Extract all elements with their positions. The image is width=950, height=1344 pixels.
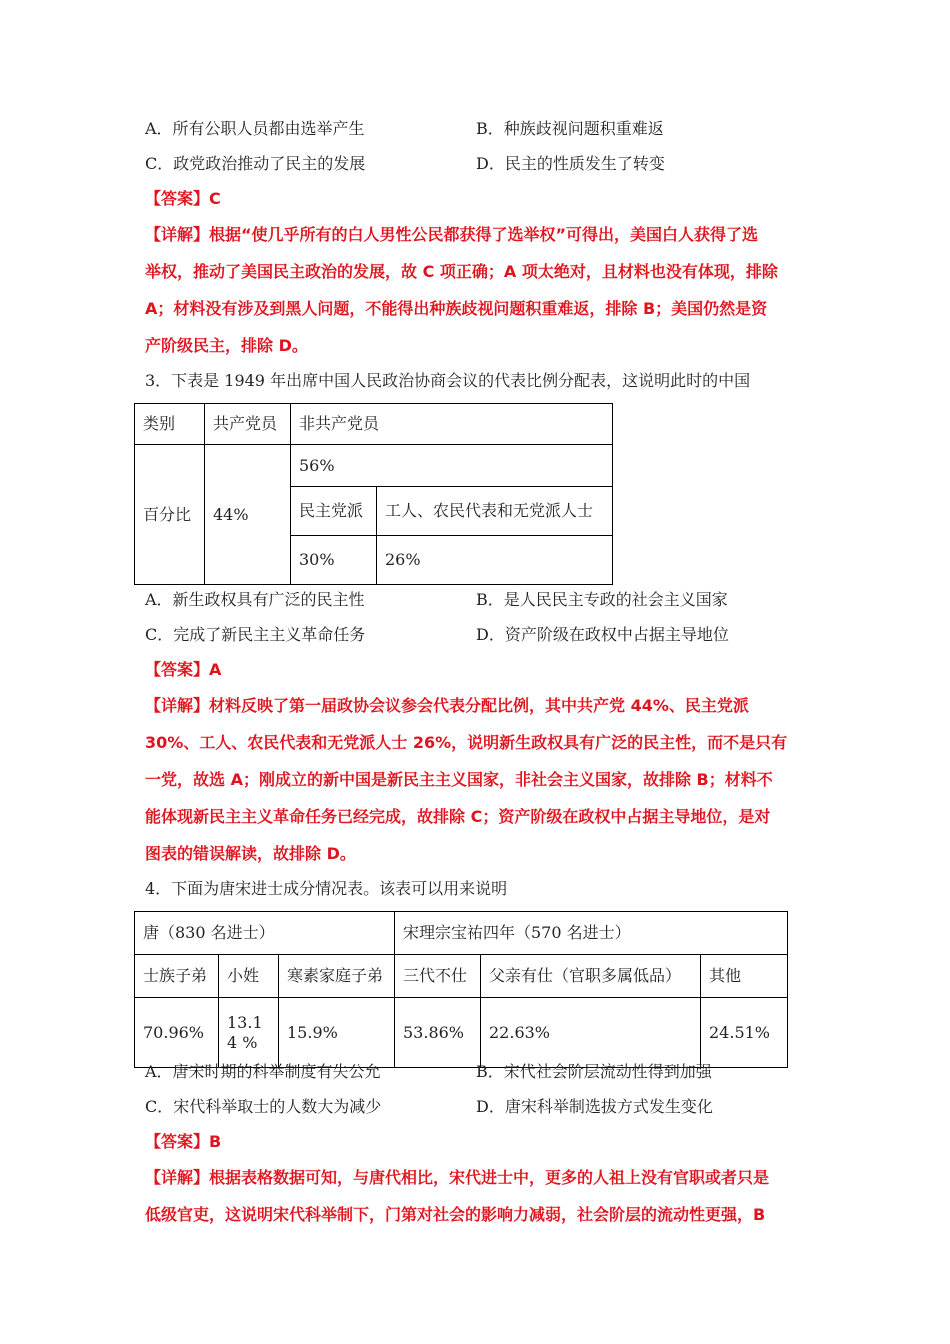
q3-detail-line: 30%、工人、农民代表和无党派人士 26%，说明新生政权具有广泛的民主性，而不是只有 — [145, 733, 788, 752]
q4-col-header: 士族子弟 — [135, 955, 219, 998]
q3-workers-pct: 26% — [377, 536, 613, 585]
q4-detail-line: 低级官吏，这说明宋代科举制下，门第对社会的影响力减弱，社会阶层的流动性更强，B — [145, 1205, 766, 1224]
q3-delegate-table — [134, 403, 613, 585]
q3-non-communist-pct: 56% — [291, 445, 613, 487]
q3-detail-line: 能体现新民主主义革命任务已经完成，故排除 C；资产阶级在政权中占据主导地位，是对 — [145, 807, 771, 826]
q4-option-b: B．宋代社会阶层流动性得到加强 — [476, 1062, 712, 1081]
q3-option-b: B．是人民民主专政的社会主义国家 — [476, 590, 728, 609]
q3-stem: 3．下表是 1949 年出席中国人民政治协商会议的代表比例分配表，这说明此时的中国 — [145, 371, 751, 390]
q3-detail-line: 【详解】材料反映了第一届政协会议参会代表分配比例，其中共产党 44%、民主党派 — [145, 696, 749, 715]
q3-row-label: 百分比 — [135, 445, 205, 585]
q4-detail-line: 【详解】根据表格数据可知，与唐代相比，宋代进士中，更多的人祖上没有官职或者只是 — [145, 1168, 770, 1187]
q2-detail-line: 【详解】根据“使几乎所有的白人男性公民都获得了选举权”可得出，美国白人获得了选 — [145, 225, 759, 244]
q4-stem: 4．下面为唐宋进士成分情况表。该表可以用来说明 — [145, 879, 508, 898]
q3-democratic-pct: 30% — [291, 536, 377, 585]
q2-detail-line: 举权，推动了美国民主政治的发展，故 C 项正确；A 项太绝对，且材料也没有体现，排除 — [145, 262, 778, 281]
q3-header-non-communist: 非共产党员 — [291, 404, 613, 445]
q4-answer: 【答案】B — [145, 1132, 222, 1151]
q4-song-header: 宋理宗宝祐四年（570 名进士） — [395, 912, 788, 955]
q4-jinshi-table — [134, 911, 788, 1068]
q4-value-cell: 24.51% — [701, 998, 788, 1068]
q4-value-cell: 53.86% — [395, 998, 481, 1068]
q3-sub-workers: 工人、农民代表和无党派人士 — [377, 487, 613, 536]
q3-detail-line: 一党，故选 A；刚成立的新中国是新民主主义国家，非社会主义国家，故排除 B；材料不 — [145, 770, 773, 789]
q2-detail-line: A；材料没有涉及到黑人问题，不能得出种族歧视问题积重难返，排除 B；美国仍然是资 — [145, 299, 768, 318]
q3-option-c: C．完成了新民主主义革命任务 — [145, 625, 366, 644]
q3-communist-pct: 44% — [205, 445, 291, 585]
q2-option-c: C．政党政治推动了民主的发展 — [145, 154, 366, 173]
q3-header-communist: 共产党员 — [205, 404, 291, 445]
q3-answer: 【答案】A — [145, 660, 222, 679]
q2-option-d: D．民主的性质发生了转变 — [476, 154, 665, 173]
q3-option-d: D．资产阶级在政权中占据主导地位 — [476, 625, 729, 644]
q2-detail-line: 产阶级民主，排除 D。 — [145, 336, 308, 355]
q2-option-a: A．所有公职人员都由选举产生 — [145, 119, 365, 138]
q4-col-header: 三代不仕 — [395, 955, 481, 998]
q4-value-cell: 15.9% — [279, 998, 395, 1068]
q4-col-header: 其他 — [701, 955, 788, 998]
q2-answer: 【答案】C — [145, 189, 221, 208]
q3-option-a: A．新生政权具有广泛的民主性 — [145, 590, 365, 609]
q4-col-header: 寒素家庭子弟 — [279, 955, 395, 998]
q4-tang-header: 唐（830 名进士） — [135, 912, 395, 955]
q4-option-c: C．宋代科举取士的人数大为减少 — [145, 1097, 382, 1116]
q4-value-cell: 22.63% — [481, 998, 701, 1068]
q4-value-cell: 70.96% — [135, 998, 219, 1068]
q4-option-d: D．唐宋科举制选拔方式发生变化 — [476, 1097, 713, 1116]
q3-header-category: 类别 — [135, 404, 205, 445]
q4-value-cell: 13.14 % — [219, 998, 279, 1068]
q4-option-a: A．唐宋时期的科举制度有失公允 — [145, 1062, 381, 1081]
q2-option-b: B．种族歧视问题积重难返 — [476, 119, 664, 138]
q3-detail-line: 图表的错误解读，故排除 D。 — [145, 844, 356, 863]
q4-col-header: 小姓 — [219, 955, 279, 998]
q3-sub-democratic: 民主党派 — [291, 487, 377, 536]
q4-col-header: 父亲有仕（官职多属低品） — [481, 955, 701, 998]
